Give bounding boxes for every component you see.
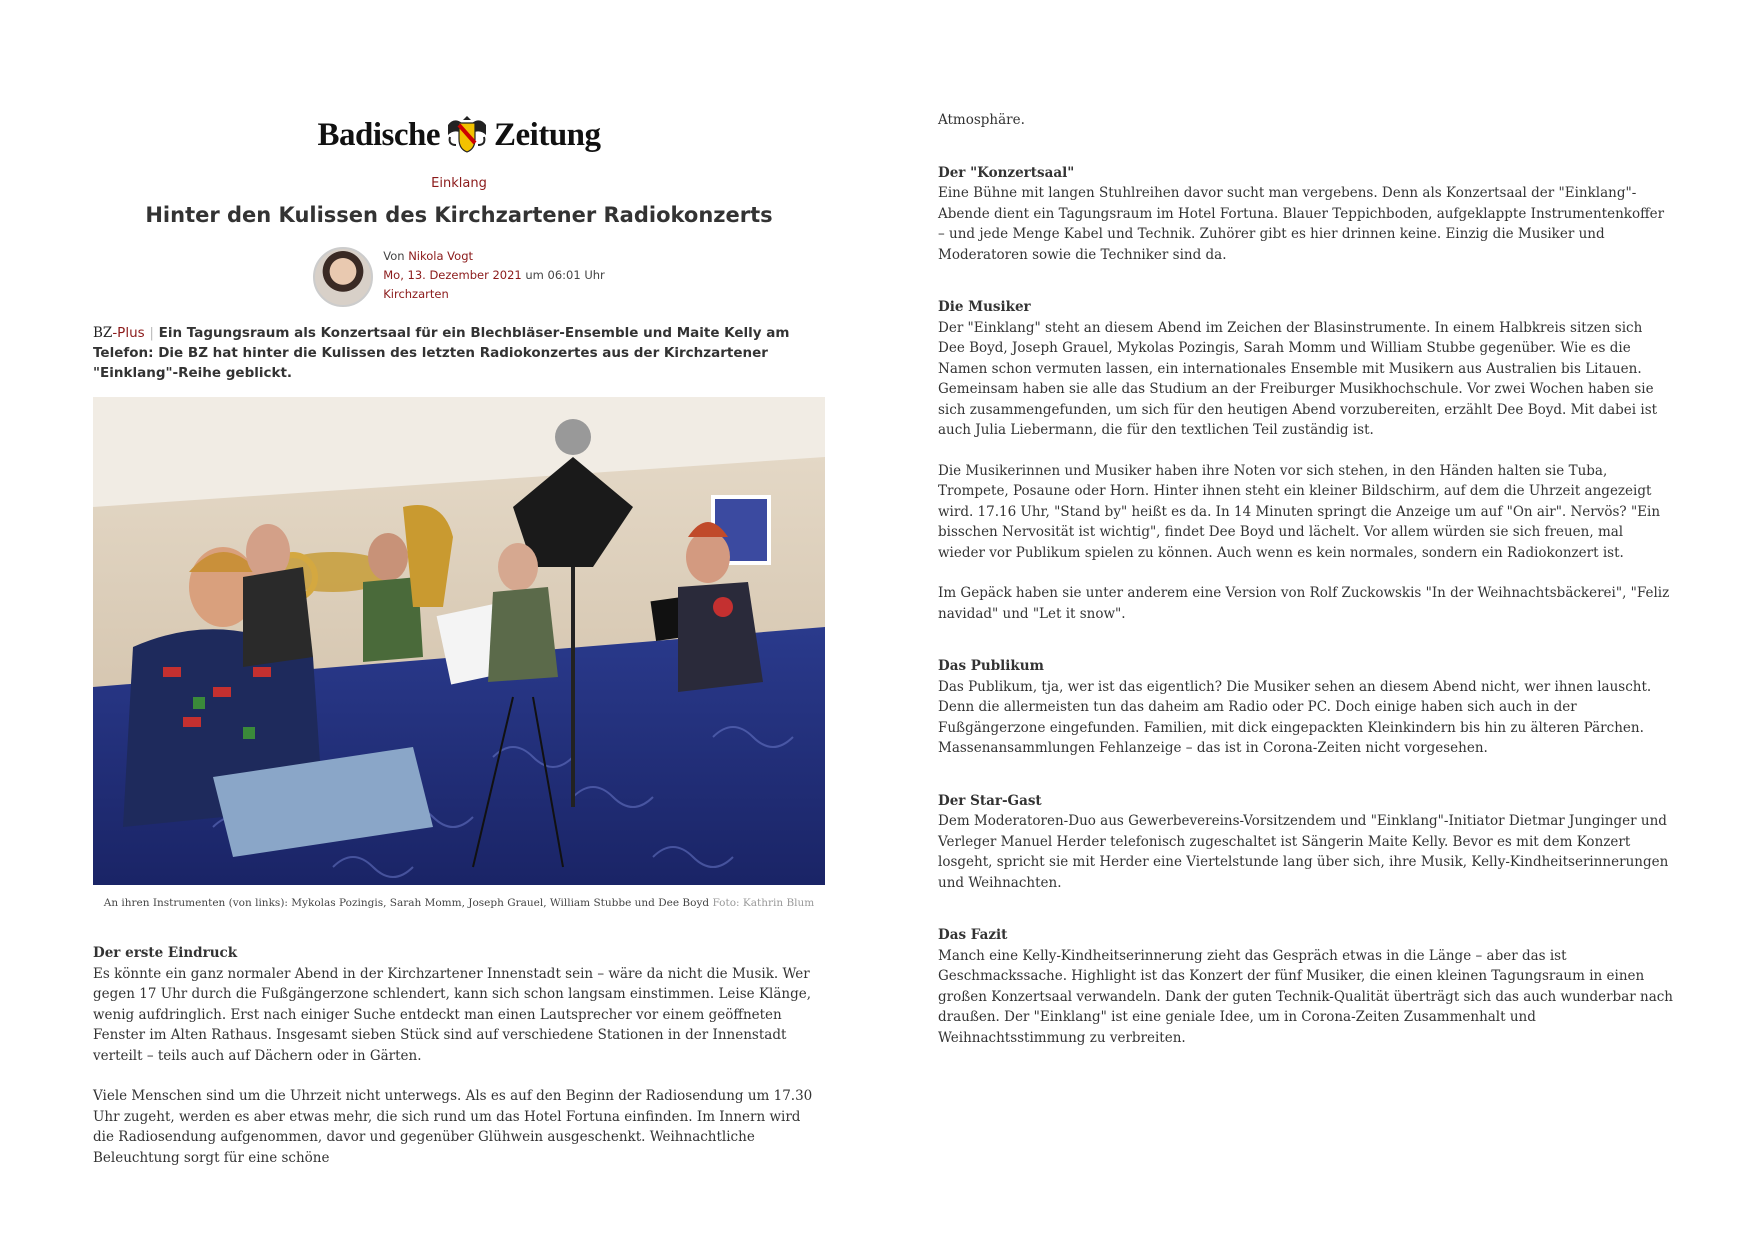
section-paragraph: Der "Einklang" steht an diesem Abend im Zeichen der Blasinstrumente. In einem Halbkreis sitzen sich Dee Boyd, Joseph Grauel, Mykolas Pozingis, Sarah Momm und William Stubbe gegenüber. Wie es die Namen schon vermuten lassen, ein internationales Ensemble mit Musikern aus Australien bis Litauen. Gemeinsam haben sie alle das Studium an der Freiburger Musikhochschule. Vor zwei Wochen haben sie sich zusammengefunden, um sich für den heutigen Abend vorzubereiten, erzählt Dee Boyd. Mit dabei ist auch Julia Liebermann, die für den textlichen Teil zuständig ist. bbox=[938, 319, 1658, 438]
byline-prefix: Von bbox=[383, 249, 405, 263]
article-section bbox=[93, 943, 825, 1168]
byline-text bbox=[383, 247, 605, 307]
author-link[interactable]: Nikola Vogt bbox=[408, 249, 474, 263]
article-section bbox=[938, 656, 1673, 759]
byline bbox=[93, 247, 825, 307]
author-avatar[interactable] bbox=[313, 247, 373, 307]
section-heading: Der Star-Gast bbox=[938, 792, 1042, 809]
continuation-text: Atmosphäre. bbox=[938, 112, 1025, 128]
location-link[interactable]: Kirchzarten bbox=[383, 287, 449, 301]
section-paragraph: Viele Menschen sind um die Uhrzeit nicht unterwegs. Als es auf den Beginn der Radiosendung um 17.30 Uhr zugeht, werden es aber etwas mehr, die sich rund um das Hotel Fortuna einfinden. Im Innern wird die Radiosendung aufgenommen, davor und gegenüber Glühwein ausgeschenkt. Weihnachtliche Beleuchtung sorgt für eine schöne bbox=[93, 1088, 813, 1166]
article-section bbox=[938, 925, 1673, 1048]
bz-label: BZ bbox=[93, 325, 113, 341]
article-kicker[interactable]: Einklang bbox=[431, 176, 487, 191]
right-article-body bbox=[938, 163, 1673, 1049]
section-heading: Das Publikum bbox=[938, 658, 1044, 674]
article-lead bbox=[93, 323, 825, 383]
section-paragraph: Das Publikum, tja, wer ist das eigentlich? Die Musiker sehen an diesem Abend nicht, wer ihnen lauscht. Denn die allermeisten tun das daheim am Radio oder PC. Doch einige haben sich auch in der Fußgängerzone eingefunden. Familien, mit dick eingepackten Kleinkindern bis hin zu älteren Pärchen. Massenansammlungen Fehlanzeige – das ist in Corona-Zeiten nicht vorgesehen. bbox=[938, 678, 1652, 756]
photo-caption bbox=[93, 897, 825, 909]
section-heading: Der erste Eindruck bbox=[93, 945, 238, 961]
plus-label: -Plus bbox=[112, 325, 145, 341]
caption-text: An ihren Instrumenten (von links): Mykolas Pozingis, Sarah Momm, Joseph Grauel, William Stubbe und Dee Boyd bbox=[103, 897, 710, 909]
article-photo[interactable] bbox=[93, 397, 825, 885]
masthead-left: Badische bbox=[317, 116, 440, 153]
section-paragraph: Dem Moderatoren-Duo aus Gewerbevereins-Vorsitzendem und "Einklang"-Initiator Dietmar Junginger und Verleger Manuel Herder telefonisch zugeschaltet ist Sängerin Maite Kelly. Bevor es mit dem Konzert losgeht, spricht sie mit Herder eine Viertelstunde lang über sich, ihre Musik, Kelly-Kindheitserinnerungen und Weihnachten. bbox=[938, 813, 1669, 891]
section-heading: Der "Konzertsaal" bbox=[938, 164, 1075, 181]
left-article-body bbox=[93, 943, 825, 1168]
photo-image bbox=[93, 397, 825, 885]
section-paragraph: Die Musikerinnen und Musiker haben ihre Noten vor sich stehen, in den Händen halten sie Tuba, Trompete, Posaune oder Horn. Hinter ihnen steht ein kleiner Bildschirm, auf dem die Uhrzeit angezeigt wird. 17.16 Uhr, "Stand by" heißt es da. In 14 Minuten springt die Anzeige um auf "On air". Nervös? "Ein bisschen Nervosität ist wichtig", findet Dee Boyd und lächelt. Vor allem würden sie sich freuen, mal wieder vor Publikum spielen zu können. Auch wenn es kein normales, sondern ein Radiokonzert ist. bbox=[938, 462, 1661, 561]
section-heading: Das Fazit bbox=[938, 927, 1008, 943]
section-paragraph: Im Gepäck haben sie unter anderem eine Version von Rolf Zuckowskis "In der Weihnachtsbäckerei", "Feliz navidad" und "Let it snow". bbox=[938, 585, 1670, 622]
section-paragraph: Eine Bühne mit langen Stuhlreihen davor sucht man vergebens. Denn als Konzertsaal der "Einklang"-Abende dient ein Tagungsraum im Hotel Fortuna. Blauer Teppichboden, aufgeklappte Instrumentenkoffer – und jede Menge Kabel und Technik. Zuhörer gibt es hier drinnen keine. Einzig die Musiker und Moderatoren sowie die Techniker sind da. bbox=[938, 185, 1665, 263]
right-column bbox=[938, 110, 1673, 1048]
lead-text: Ein Tagungsraum als Konzertsaal für ein Blechbläser-Ensemble und Maite Kelly am Telefon: Die BZ hat hinter die Kulissen des letzten Radiokonzertes aus der Kirchzartener "Einklang"-Reihe geblickt. bbox=[93, 325, 790, 381]
left-column bbox=[93, 110, 825, 1168]
section-heading: Die Musiker bbox=[938, 299, 1031, 315]
masthead-logo[interactable] bbox=[93, 110, 825, 160]
date-link[interactable]: Mo, 13. Dezember 2021 bbox=[383, 268, 522, 282]
time-text: um 06:01 Uhr bbox=[525, 268, 605, 282]
section-paragraph: Es könnte ein ganz normaler Abend in der Kirchzartener Innenstadt sein – wäre da nicht die Musik. Wer gegen 17 Uhr durch die Fußgängerzone schlendert, kann sich schon langsam einstimmen. Leise Klänge, wenig aufdringlich. Erst nach einiger Suche entdeckt man einen Lautsprecher vor einem geöffneten Fenster im Alten Rathaus. Insgesamt sieben Stück sind auf verschiedene Stationen in der Innenstadt verteilt – teils auch auf Dächern oder in Gärten. bbox=[93, 965, 812, 1064]
article-section bbox=[938, 297, 1673, 624]
masthead-right: Zeitung bbox=[494, 116, 601, 153]
crest-icon bbox=[444, 115, 490, 155]
article-headline: Hinter den Kulissen des Kirchzartener Radiokonzerts bbox=[145, 203, 773, 227]
lead-separator: | bbox=[149, 325, 154, 341]
article-section bbox=[938, 163, 1673, 266]
section-paragraph: Manch eine Kelly-Kindheitserinnerung zieht das Gespräch etwas in die Länge – aber das ist Geschmackssache. Highlight ist das Konzert der fünf Musiker, die einen kleinen Tagungsraum in einen großen Konzertsaal verwandeln. Dank der guten Technik-Qualität überträgt sich das auch wunderbar nach draußen. Der "Einklang" ist eine geniale Idee, um in Corona-Zeiten Zusammenhalt und Weihnachtsstimmung zu verbreiten. bbox=[938, 947, 1673, 1046]
article-section bbox=[938, 791, 1673, 894]
photo-credit: Foto: Kathrin Blum bbox=[712, 897, 815, 909]
